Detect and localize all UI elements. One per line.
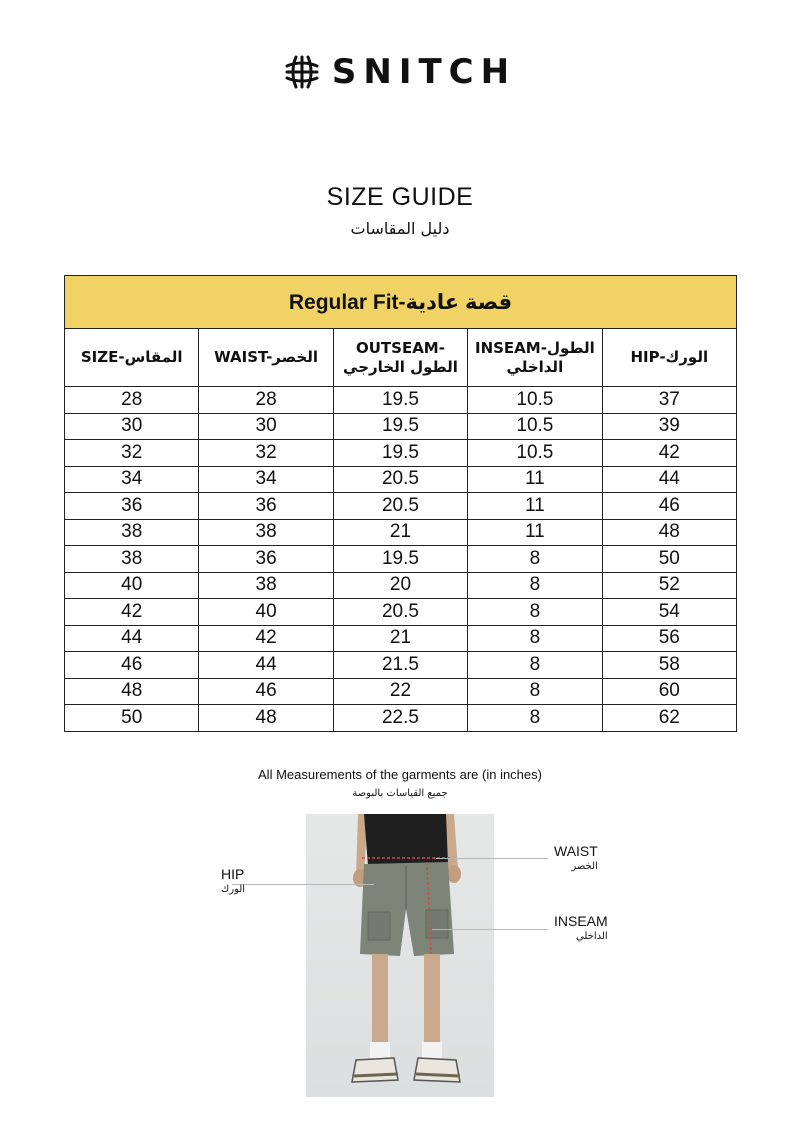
cell-inseam: 8 — [468, 705, 602, 732]
table-row — [65, 625, 737, 652]
cell-size: 46 — [65, 652, 199, 679]
cell-size: 34 — [65, 466, 199, 493]
cell-size: 36 — [65, 493, 199, 520]
hip-callout — [221, 866, 245, 895]
cell-size: 40 — [65, 572, 199, 599]
cell-waist: 38 — [199, 519, 333, 546]
cell-hip: 54 — [602, 599, 736, 626]
cell-outseam: 20.5 — [333, 493, 467, 520]
cell-hip: 62 — [602, 705, 736, 732]
table-row — [65, 519, 737, 546]
cell-hip: 46 — [602, 493, 736, 520]
cell-hip: 39 — [602, 413, 736, 440]
cell-hip: 44 — [602, 466, 736, 493]
cell-outseam: 22.5 — [333, 705, 467, 732]
cell-hip: 58 — [602, 652, 736, 679]
cell-size: 38 — [65, 546, 199, 573]
cell-inseam: 10.5 — [468, 387, 602, 414]
page-subtitle-arabic: دليل المقاسات — [350, 219, 450, 238]
cell-outseam: 20 — [333, 572, 467, 599]
cell-outseam: 19.5 — [333, 440, 467, 467]
hip-label-arabic: الورك — [221, 884, 246, 895]
table-row — [65, 705, 737, 732]
cell-outseam: 20.5 — [333, 466, 467, 493]
table-row — [65, 572, 737, 599]
cell-inseam: 8 — [468, 678, 602, 705]
table-row — [65, 678, 737, 705]
cell-outseam: 20.5 — [333, 599, 467, 626]
cell-inseam: 11 — [468, 519, 602, 546]
cell-outseam: 19.5 — [333, 546, 467, 573]
column-header-waist: WAIST-الخصر — [199, 329, 333, 387]
cell-outseam: 21.5 — [333, 652, 467, 679]
cell-inseam: 11 — [468, 466, 602, 493]
inseam-callout — [554, 913, 608, 942]
table-row — [65, 599, 737, 626]
waist-guide-line — [436, 858, 548, 859]
table-row — [65, 387, 737, 414]
cell-inseam: 8 — [468, 546, 602, 573]
table-row — [65, 440, 737, 467]
cell-inseam: 11 — [468, 493, 602, 520]
cell-hip: 56 — [602, 625, 736, 652]
cell-waist: 40 — [199, 599, 333, 626]
measurement-note: All Measurements of the garments are (in inches) — [258, 767, 542, 782]
cell-waist: 36 — [199, 546, 333, 573]
cell-waist: 28 — [199, 387, 333, 414]
fit-label: Regular Fit-قصة عادية — [65, 276, 737, 329]
snitch-logo-icon — [284, 54, 320, 90]
inseam-guide-line — [432, 929, 548, 930]
cell-size: 32 — [65, 440, 199, 467]
column-header-inseam: INSEAM-الطول الداخلي — [468, 329, 602, 387]
hip-label: HIP — [221, 866, 245, 882]
cell-outseam: 19.5 — [333, 413, 467, 440]
cell-waist: 46 — [199, 678, 333, 705]
cell-outseam: 21 — [333, 625, 467, 652]
brand-logo — [0, 52, 800, 92]
cell-inseam: 8 — [468, 652, 602, 679]
cell-inseam: 8 — [468, 599, 602, 626]
brand-name: SNITCH — [331, 52, 517, 92]
cell-hip: 60 — [602, 678, 736, 705]
cell-size: 48 — [65, 678, 199, 705]
page-title: SIZE GUIDE — [326, 183, 474, 211]
column-header-size: SIZE-المقاس — [65, 329, 199, 387]
table-row — [65, 413, 737, 440]
inseam-label-arabic: الداخلي — [576, 931, 608, 942]
cell-outseam: 22 — [333, 678, 467, 705]
cell-waist: 38 — [199, 572, 333, 599]
cell-waist: 36 — [199, 493, 333, 520]
model-illustration — [306, 814, 494, 1097]
table-row — [65, 466, 737, 493]
cell-hip: 37 — [602, 387, 736, 414]
cell-inseam: 8 — [468, 572, 602, 599]
cell-inseam: 10.5 — [468, 413, 602, 440]
waist-label: WAIST — [554, 843, 598, 859]
cell-size: 38 — [65, 519, 199, 546]
cell-hip: 42 — [602, 440, 736, 467]
cell-waist: 32 — [199, 440, 333, 467]
cell-size: 28 — [65, 387, 199, 414]
cell-waist: 30 — [199, 413, 333, 440]
cell-size: 50 — [65, 705, 199, 732]
measurement-note-arabic: جميع القياسات بالبوصة — [352, 788, 448, 799]
cell-size: 42 — [65, 599, 199, 626]
cell-inseam: 8 — [468, 625, 602, 652]
table-row — [65, 493, 737, 520]
inseam-label: INSEAM — [554, 913, 608, 929]
size-chart-table — [64, 275, 737, 732]
cell-hip: 52 — [602, 572, 736, 599]
cell-hip: 48 — [602, 519, 736, 546]
column-header-hip: HIP-الورك — [602, 329, 736, 387]
table-row — [65, 652, 737, 679]
cell-outseam: 21 — [333, 519, 467, 546]
cell-waist: 34 — [199, 466, 333, 493]
cell-outseam: 19.5 — [333, 387, 467, 414]
cell-waist: 42 — [199, 625, 333, 652]
waist-label-arabic: الخصر — [571, 861, 598, 872]
cell-waist: 44 — [199, 652, 333, 679]
cell-size: 44 — [65, 625, 199, 652]
table-row — [65, 546, 737, 573]
column-header-row — [65, 329, 737, 387]
cell-inseam: 10.5 — [468, 440, 602, 467]
cell-hip: 50 — [602, 546, 736, 573]
hip-guide-line — [232, 884, 374, 885]
model-photo — [306, 814, 494, 1097]
column-header-outseam: OUTSEAM- الطول الخارجي — [333, 329, 467, 387]
waist-callout — [554, 843, 598, 872]
cell-size: 30 — [65, 413, 199, 440]
cell-waist: 48 — [199, 705, 333, 732]
